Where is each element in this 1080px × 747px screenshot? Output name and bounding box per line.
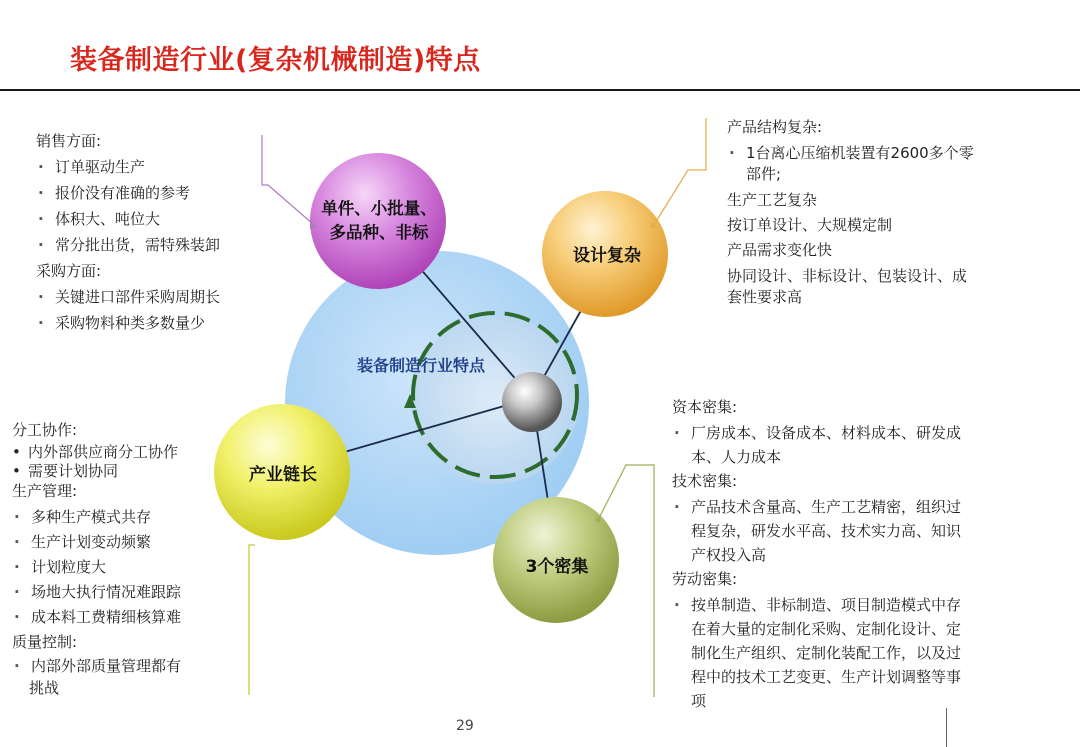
labor-line2: 在着大量的定制化采购、定制化设计、定: [691, 620, 962, 638]
production-item: · 场地大执行情况难跟踪: [12, 580, 248, 605]
bubble-purple-label: [318, 197, 440, 245]
production-item: · 计划粒度大: [12, 555, 248, 580]
page-title: 装备制造行业(复杂机械制造)特点: [70, 45, 481, 76]
collab-line1: 协同设计、非标设计、包装设计、成: [727, 267, 968, 285]
labor-line5: 项: [691, 692, 707, 710]
labor-line4: 程中的技术工艺变更、生产计划调整等事: [691, 668, 962, 686]
purchase-item: · 采购物料种类多数量少: [36, 310, 266, 336]
right-top-block: [727, 115, 1017, 308]
structure-item-line1: · 1台离心压缩机装置有2600多个零: [746, 144, 974, 162]
structure-item: [727, 143, 1017, 185]
production-item: · 多种生产模式共存: [12, 505, 248, 530]
tech-item: [672, 495, 1002, 567]
bubble-purple-line2: 多品种、非标: [329, 223, 429, 242]
tech-head: 技术密集:: [672, 472, 738, 490]
production-head: 生产管理:: [12, 482, 78, 500]
purchase-head: 采购方面:: [36, 262, 102, 280]
division-head: 分工协作:: [12, 421, 78, 439]
demand-line: 产品需求变化快: [727, 241, 833, 259]
right-bottom-block: [672, 395, 1002, 713]
sales-item: · 常分批出货，需特殊装卸: [36, 232, 266, 258]
order-line: 按订单设计、大规模定制: [727, 216, 893, 234]
sales-item: · 报价没有准确的参考: [36, 180, 266, 206]
bubble-green-label: 3个密集: [525, 557, 589, 577]
production-item: · 生产计划变动频繁: [12, 530, 248, 555]
division-item: • 内外部供应商分工协作: [12, 443, 248, 462]
labor-head: 劳动密集:: [672, 570, 738, 588]
bubble-yellow-label: 产业链长: [249, 465, 317, 485]
labor-line1: · 按单制造、非标制造、项目制造模式中存: [691, 596, 962, 614]
production-item: · 成本料工费精细核算难: [12, 605, 248, 630]
labor-line3: 制化生产组织、定制化装配工作，以及过: [691, 644, 962, 662]
quality-head: 质量控制:: [12, 633, 78, 651]
purchase-item: · 关键进口部件采购周期长: [36, 284, 266, 310]
corner-divider: [946, 708, 947, 747]
labor-item: [672, 593, 1002, 713]
collab-line: [727, 266, 1017, 308]
leader-right-bottom-dot: [596, 518, 601, 523]
tech-line3: 产权投入高: [691, 546, 767, 564]
capital-line1: · 厂房成本、设备成本、材料成本、研发成: [691, 424, 962, 442]
center-ball: [502, 372, 562, 432]
process-line: 生产工艺复杂: [727, 191, 818, 209]
center-label: 装备制造行业特点: [357, 356, 486, 375]
left-top-block: [36, 128, 266, 336]
page-number: 29: [456, 718, 474, 734]
capital-item: [672, 421, 1002, 469]
left-bottom-block: [12, 418, 248, 699]
capital-line2: 本、人力成本: [691, 448, 782, 466]
structure-head: 产品结构复杂:: [727, 118, 823, 136]
sales-item: · 体积大、吨位大: [36, 206, 266, 232]
bubble-purple-line1: 单件、小批量、: [321, 199, 437, 218]
quality-item-line1: · 内部外部质量管理都有: [31, 657, 182, 675]
leader-right-top: [652, 118, 706, 228]
tech-line1: · 产品技术含量高、生产工艺精密，组织过: [691, 498, 962, 516]
bubble-orange-label: 设计复杂: [573, 246, 641, 266]
division-item: • 需要计划协同: [12, 462, 248, 481]
structure-item-line2: 部件;: [746, 165, 782, 183]
sales-head: 销售方面:: [36, 132, 102, 150]
quality-item: [12, 655, 248, 699]
capital-head: 资本密集:: [672, 398, 738, 416]
quality-item-line2: 挑战: [29, 679, 60, 697]
leader-right-top-dot: [651, 224, 656, 229]
leader-left-bottom: [249, 545, 255, 695]
leader-left-top: [262, 135, 313, 224]
collab-line2: 套性要求高: [727, 288, 803, 306]
tech-line2: 程复杂，研发水平高、技术实力高、知识: [691, 522, 962, 540]
sales-item: · 订单驱动生产: [36, 154, 266, 180]
